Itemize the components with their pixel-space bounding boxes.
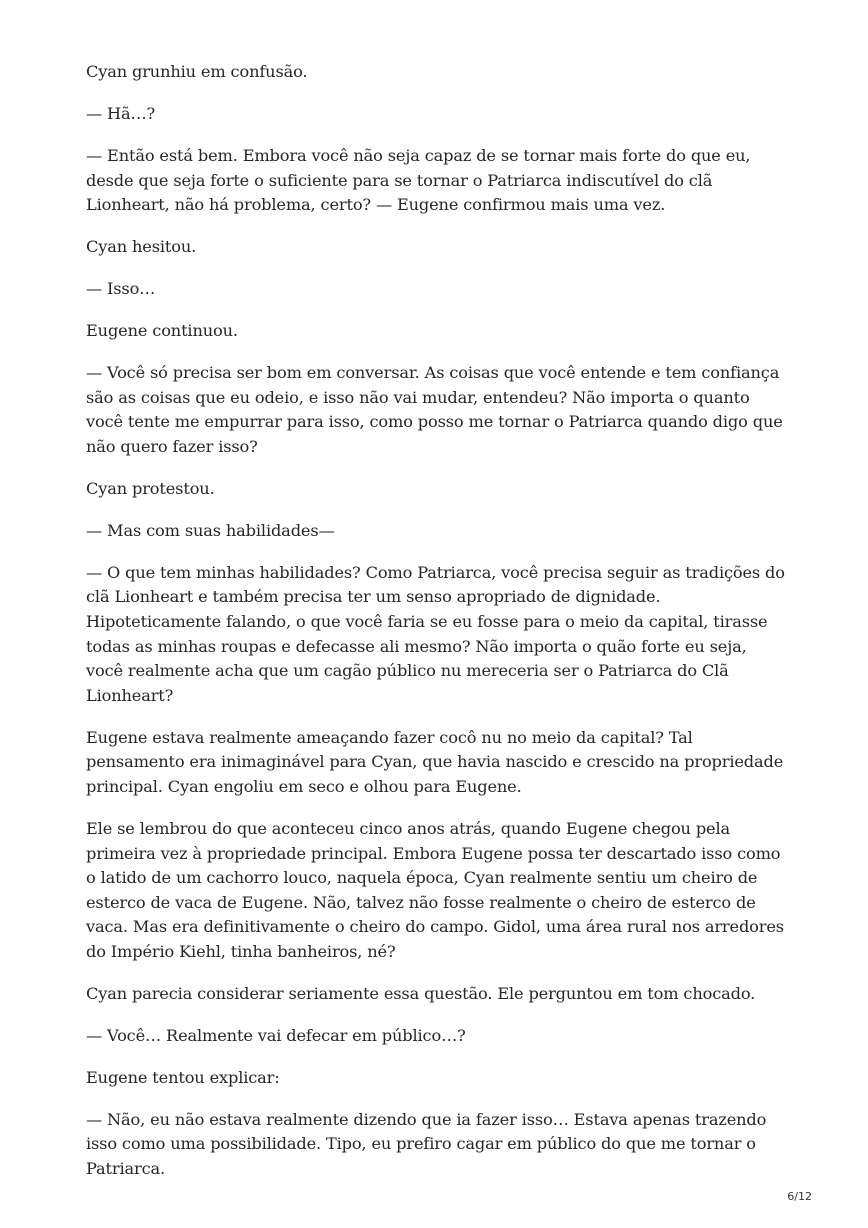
paragraph: — Então está bem. Embora você não seja capaz de se tornar mais forte do que eu, desde que seja forte o suficiente para se tornar o Patriarca indiscutível do clã Lionheart, não há problema, certo? — Eugene confirmou mais uma vez. <box>86 145 751 215</box>
paragraph: — Você só precisa ser bom em conversar. As coisas que você entende e tem confiança são as coisas que eu odeio, e isso não vai mudar, entendeu? Não importa o quanto você tente me empurrar para isso, como posso me tornar o Patriarca quando digo que não quero fazer isso? <box>86 363 783 456</box>
paragraph: — Hã…? <box>86 103 156 123</box>
paragraph: Cyan parecia considerar seriamente essa questão. Ele perguntou em tom chocado. <box>86 983 756 1003</box>
paragraph: — Isso… <box>86 279 156 299</box>
paragraph: — Mas com suas habilidades— <box>86 520 335 540</box>
paragraph: Eugene continuou. <box>86 321 238 341</box>
paragraph: Cyan hesitou. <box>86 237 197 257</box>
paragraph: Cyan grunhiu em confusão. <box>86 62 308 81</box>
paragraph: Eugene estava realmente ameaçando fazer cocô nu no meio da capital? Tal pensamento era inimaginável para Cyan, que havia nascido e crescido na propriedade principal. Cyan engoliu em seco e olhou para Eugene. <box>86 727 784 796</box>
paragraph: — Não, eu não estava realmente dizendo que ia fazer isso… Estava apenas trazendo isso como uma possibilidade. Tipo, eu prefiro cagar em público do que me tornar o Patriarca. <box>86 1109 767 1179</box>
paragraph: Cyan protestou. <box>86 478 215 498</box>
paragraph: Ele se lembrou do que aconteceu cinco anos atrás, quando Eugene chegou pela primeira vez à propriedade principal. Embora Eugene possa ter descartado isso como o latido de um cachorro louco, naquela época, Cyan realmente sentiu um cheiro de esterco de vaca de Eugene. Não, talvez não fosse realmente o cheiro de esterco de vaca. Mas era definitivamente o cheiro do campo. Gidol, uma área rural nos arredores do Império Kiehl, tinha banheiros, né? <box>86 818 784 961</box>
paragraph: Eugene tentou explicar: <box>86 1067 280 1087</box>
document-body <box>86 60 786 1199</box>
paragraph: — O que tem minhas habilidades? Como Patriarca, você precisa seguir as tradições do clã Lionheart e também precisa ter um senso apropriado de dignidade. Hipoteticamente falando, o que você faria se eu fosse para o meio da capital, tirasse todas as minhas roupas e defecasse ali mesmo? Não importa o quão forte eu seja, você realmente acha que um cagão público nu mereceria ser o Patriarca do Clã Lionheart? <box>86 562 785 705</box>
page-number: 6/12 <box>787 1190 812 1203</box>
paragraph: — Você… Realmente vai defecar em público…? <box>86 1025 466 1045</box>
